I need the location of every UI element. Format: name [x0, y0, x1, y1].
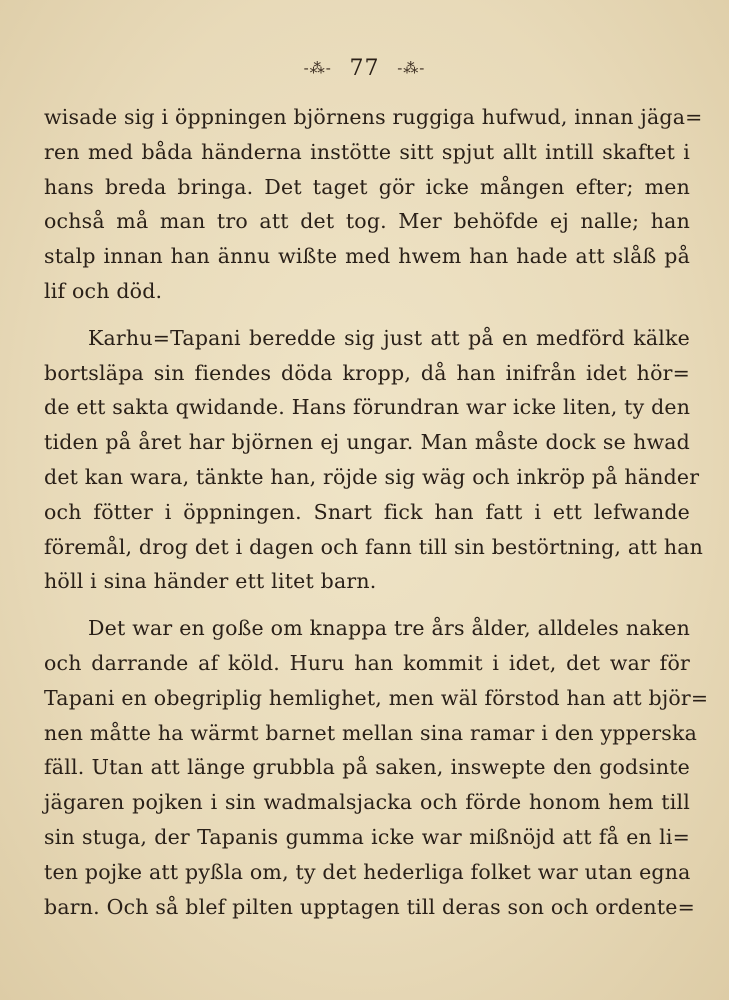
text-line: ochså må man tro att det tog. Mer behöfde ej nalle; han — [44, 209, 690, 234]
text-line: jägaren pojken i sin wadmalsjacka och förde honom hem till — [44, 790, 690, 815]
text-line: Det war en goße om knappa tre års ålder, alldeles naken — [88, 616, 690, 641]
left-ornament: -⁂- — [303, 59, 332, 77]
paragraph — [44, 611, 709, 924]
text-line: hans breda bringa. Det taget gör icke mången efter; men — [44, 174, 690, 199]
text-line: nen måtte ha wärmt barnet mellan sina ramar i den ypperska — [44, 720, 697, 745]
text-line: ten pojke att pyßla om, ty det hederliga folket war utan egna — [44, 859, 691, 884]
text-line: de ett sakta qwidande. Hans förundran war icke liten, ty den — [44, 395, 691, 420]
text-line: föremål, drog det i dagen och fann till sin bestörtning, att han — [44, 534, 704, 559]
text-line: och fötter i öppningen. Snart fick han fatt i ett lefwande — [44, 499, 690, 524]
text-line: Karhu=Tapani beredde sig just att på en medförd kälke — [88, 325, 690, 350]
page-number: 77 — [349, 56, 380, 81]
text-line: stalp innan han ännu wißte med hwem han hade att slåß på — [44, 244, 690, 269]
text-line: fäll. Utan att länge grubbla på saken, inswepte den godsinte — [44, 755, 690, 780]
page-header — [0, 56, 729, 81]
paragraph — [44, 100, 703, 309]
text-line: lif och död. — [44, 278, 163, 303]
text-line: sin stuga, der Tapanis gumma icke war mißnöjd att få en li= — [44, 824, 690, 849]
text-line: wisade sig i öppningen björnens ruggiga hufwud, innan jäga= — [44, 105, 703, 129]
paragraph-gap — [44, 309, 690, 321]
paragraph — [44, 321, 704, 599]
text-line: och darrande af köld. Huru han kommit i idet, det war för — [44, 650, 690, 675]
text-line: barn. Och så blef pilten upptagen till deras son och ordente= — [44, 894, 695, 919]
text-line: bortsläpa sin fiendes döda kropp, då han inifrån idet hör= — [44, 360, 690, 385]
text-line: Tapani en obegriplig hemlighet, men wäl förstod han att björ= — [44, 685, 709, 710]
page-body-text — [44, 100, 709, 924]
text-line: ren med båda händerna instötte sitt spjut allt intill skaftet i — [44, 139, 690, 164]
text-line: det kan wara, tänkte han, röjde sig wäg och inkröp på händer — [44, 464, 700, 489]
text-line: höll i sina händer ett litet barn. — [44, 569, 377, 594]
right-ornament: -⁂- — [397, 59, 426, 77]
text-line: tiden på året har björnen ej ungar. Man måste dock se hwad — [44, 430, 690, 455]
paragraph-gap — [44, 599, 690, 611]
